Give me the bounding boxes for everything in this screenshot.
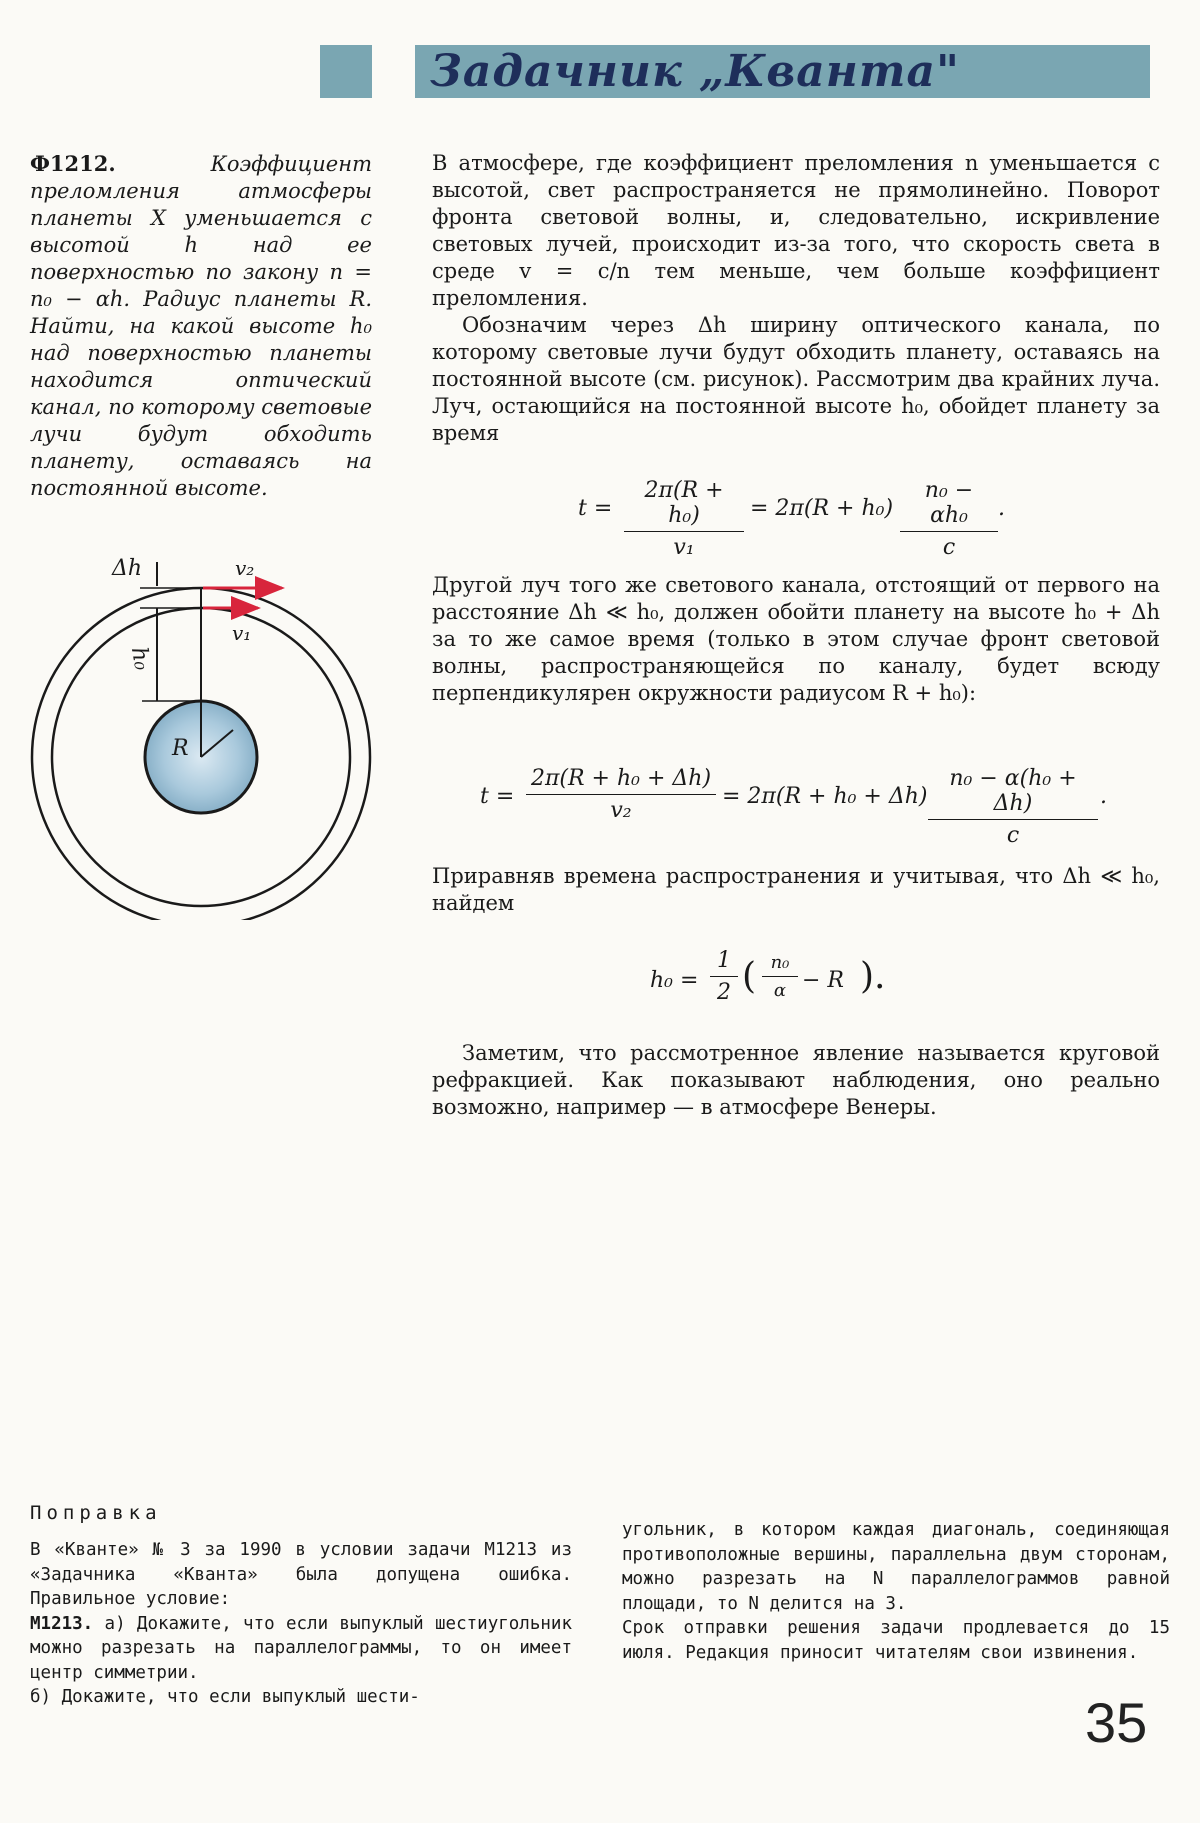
notice-part-a (30, 1612, 572, 1686)
f2-den1: v₂ (610, 798, 632, 823)
planet-diagram (20, 550, 380, 920)
f2-num1: 2π(R + h₀ + Δh) (530, 766, 712, 791)
f3-den2: α (773, 980, 787, 1001)
section-title: Задачник „Кванта" (430, 46, 960, 97)
solution-paragraph-3: Другой луч того же светового канала, отстоящий от первого на расстояние Δh ≪ h₀, должен обойти планету на высоте h₀ + Δh за то же самое время (только в этом случае фронт световой волны, распространяющейся по каналу, будет всюду перпендикулярен окружности радиусом R + h₀): (432, 573, 1160, 705)
f1-mid: = 2π(R + h₀) (750, 496, 894, 521)
solution-paragraph-4: Приравняв времена распространения и учитывая, что Δh ≪ h₀, найдем (432, 864, 1160, 915)
formula-2 (480, 766, 1120, 848)
f2-mid: = 2π(R + h₀ + Δh) (722, 784, 928, 809)
page-number: 35 (1085, 1691, 1148, 1754)
f3-open: ( (742, 956, 757, 997)
f3-close: ). (860, 956, 886, 997)
f2-den2: c (1006, 823, 1020, 848)
solution-block-1 (432, 150, 1160, 447)
solution-paragraph-1: В атмосфере, где коэффициент преломления n уменьшается с высотой, свет распространяется не прямолинейно. Поворот фронта световой волны, и, следовательно, искривление световых лучей, происходит из-за того, что скорость света в среде v = c/n тем меньше, чем больше коэффициент преломления. (432, 151, 1160, 310)
f3-lhs: h₀ = (650, 968, 699, 993)
solution-block-4 (432, 1040, 1160, 1121)
f3-frac-1 (710, 948, 738, 1005)
notice-title: Поправка (30, 1502, 162, 1524)
f1-num2: n₀ − αh₀ (924, 478, 974, 528)
f3-num1: 1 (717, 948, 731, 973)
f2-frac-2 (928, 766, 1098, 848)
solution-paragraph-2: Обозначим через Δh ширину оптического канала, по которому световые лучи будут обходить планету, оставаясь на постоянной высоте (см. рисунок). Рассмотрим два крайних луча. Луч, остающийся на постоянной высоте h₀, обойдет планету за время (432, 313, 1160, 445)
label-h0: h₀ (125, 645, 155, 673)
f1-frac-2 (900, 478, 998, 560)
f2-lhs: t = (480, 784, 515, 809)
label-R: R (172, 736, 189, 761)
formula-1 (578, 478, 1008, 560)
header-band-small (320, 45, 372, 98)
label-v2: v₂ (235, 556, 255, 580)
notice-a-text: а) Докажите, что если выпуклый шестиугольник можно разрезать на параллелограммы, то он имеет центр симметрии. (30, 1613, 572, 1683)
f3-frac-2 (762, 952, 798, 1001)
problem-statement (30, 150, 372, 502)
notice-intro: В «Кванте» № 3 за 1990 в условии задачи М1213 из «Задачника «Кванта» была допущена ошибка. Правильное условие: (30, 1540, 572, 1609)
f3-rest: − R (802, 968, 844, 993)
f1-num1: 2π(R + h₀) (644, 478, 724, 528)
problem-text: Коэффициент преломления атмосферы планеты X уменьшается с высотой h над ее поверхностью по закону n = n₀ − αh. Радиус планеты R. Найти, на какой высоте h₀ над поверхностью планеты находится оптический канал, по которому световые лучи будут обходить планету, оставаясь на постоянной высоте. (30, 152, 372, 500)
f2-end: . (1100, 784, 1107, 809)
notice-continuation: угольник, в котором каждая диагональ, соединяющая противоположные вершины, параллельна двум сторонам, можно разрезать на N параллелограммов равной площади, то N делится на 3. (622, 1520, 1170, 1614)
label-dh: Δh (112, 556, 143, 581)
f3-num2: n₀ (770, 952, 790, 973)
f2-num2: n₀ − α(h₀ + Δh) (949, 766, 1077, 816)
f1-lhs: t = (578, 496, 613, 521)
f1-end: . (998, 496, 1005, 521)
problem-code: Ф1212. (30, 151, 116, 176)
label-v1: v₁ (232, 621, 252, 645)
f2-frac-1 (526, 766, 716, 823)
solution-block-3 (432, 863, 1160, 917)
f1-den1: v₁ (673, 535, 695, 560)
notice-left-column (30, 1538, 572, 1710)
f3-den1: 2 (717, 980, 731, 1005)
f1-frac-1 (624, 478, 744, 560)
notice-part-b: б) Докажите, что если выпуклый шести- (30, 1687, 420, 1707)
notice-code: М1213. (30, 1613, 94, 1634)
solution-paragraph-5: Заметим, что рассмотренное явление называется круговой рефракцией. Как показывают наблюдения, оно реально возможно, например — в атмосфере Венеры. (432, 1041, 1160, 1119)
notice-deadline: Срок отправки решения задачи продлевается до 15 июля. Редакция приносит читателям свои извинения. (622, 1618, 1170, 1663)
formula-3 (650, 948, 950, 1012)
solution-block-2 (432, 572, 1160, 707)
notice-right-column (622, 1518, 1170, 1665)
f1-den2: c (942, 535, 956, 560)
